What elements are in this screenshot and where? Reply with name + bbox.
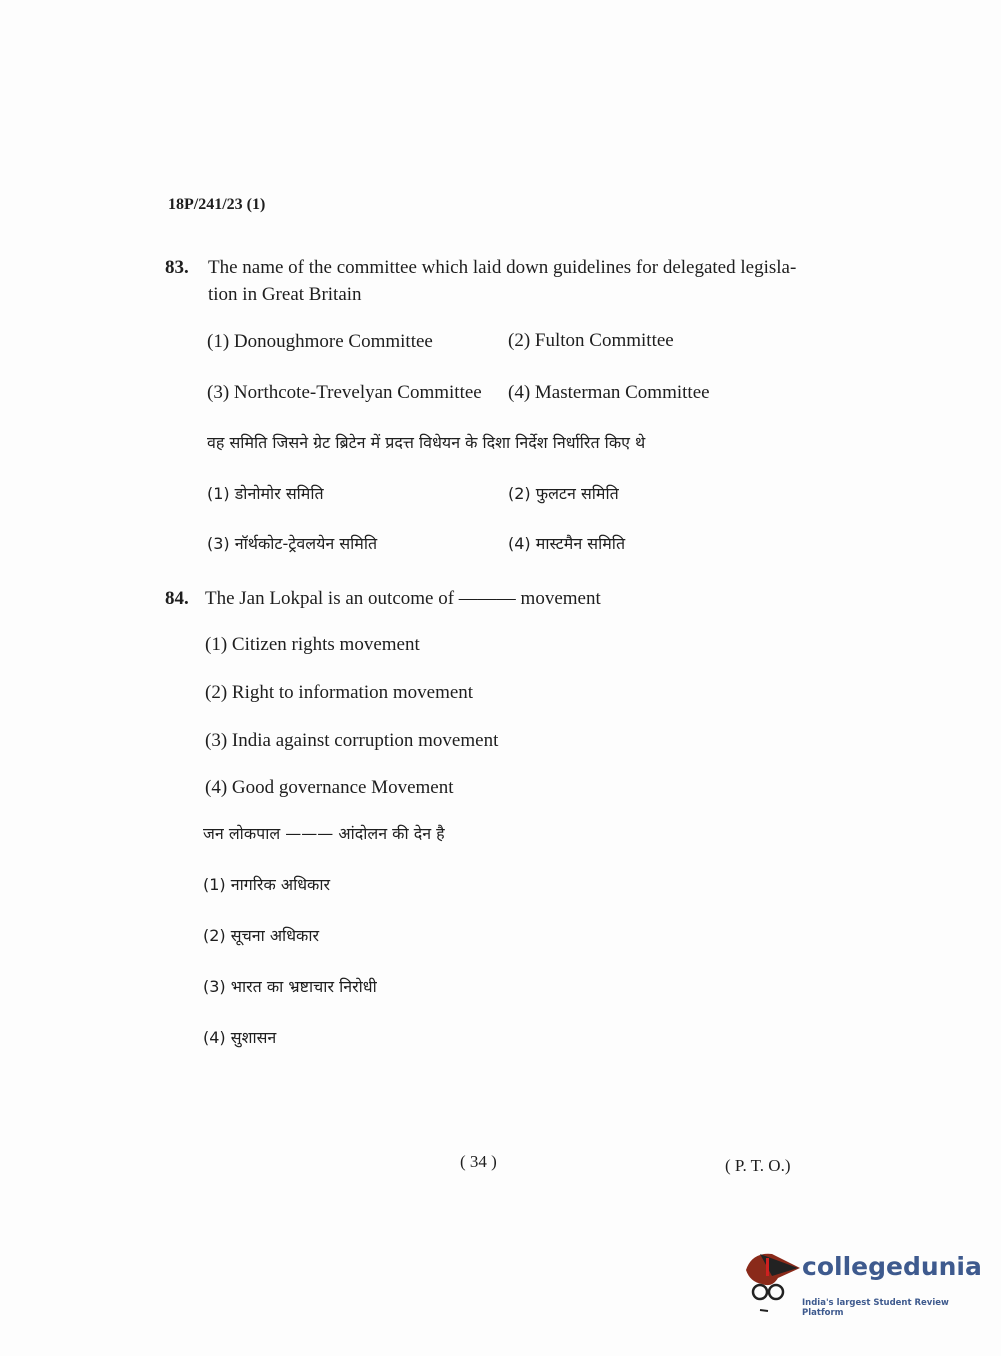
option-hindi: (2) फुलटन समिति [508,484,619,503]
paper-code: 18P/241/23 (1) [168,196,266,213]
question-text-hindi: जन लोकपाल ——— आंदोलन की देन है [203,824,445,843]
question-text-hindi: वह समिति जिसने ग्रेट ब्रिटेन में प्रदत्त विधेयन के दिशा निर्देश निर्धारित किए थे [207,433,646,452]
option: (1) Donoughmore Committee [207,331,433,352]
option-hindi: (1) डोनोमोर समिति [207,484,324,503]
option-hindi: (3) नॉर्थकोट-ट्रेवलयेन समिति [207,534,378,553]
mascot-icon [742,1248,802,1314]
collegedunia-logo [742,1248,982,1318]
option-hindi: (4) सुशासन [203,1028,277,1047]
question-number: 84. [165,588,189,609]
question-text: The Jan Lokpal is an outcome of ——— movement [205,588,601,609]
brand-name: collegedunia [802,1252,982,1281]
option: (4) Good governance Movement [205,777,454,798]
pto-label: ( P. T. O.) [725,1156,791,1175]
option: (3) India against corruption movement [205,730,499,751]
option: (4) Masterman Committee [508,382,710,403]
option-hindi: (3) भारत का भ्रष्टाचार निरोधी [203,977,377,996]
option: (1) Citizen rights movement [205,634,420,655]
option: (2) Right to information movement [205,682,474,703]
brand-tagline: India's largest Student Review Platform [802,1298,949,1318]
option-hindi: (4) मास्टमैन समिति [508,534,626,553]
option: (2) Fulton Committee [508,330,674,351]
question-text: tion in Great Britain [208,284,362,305]
question-number: 83. [165,257,189,278]
option: (3) Northcote-Trevelyan Committee [207,382,482,403]
question-text: The name of the committee which laid down guidelines for delegated legisla- [208,257,797,278]
option-hindi: (1) नागरिक अधिकार [203,875,331,894]
page-number: ( 34 ) [460,1152,497,1171]
option-hindi: (2) सूचना अधिकार [203,926,320,945]
